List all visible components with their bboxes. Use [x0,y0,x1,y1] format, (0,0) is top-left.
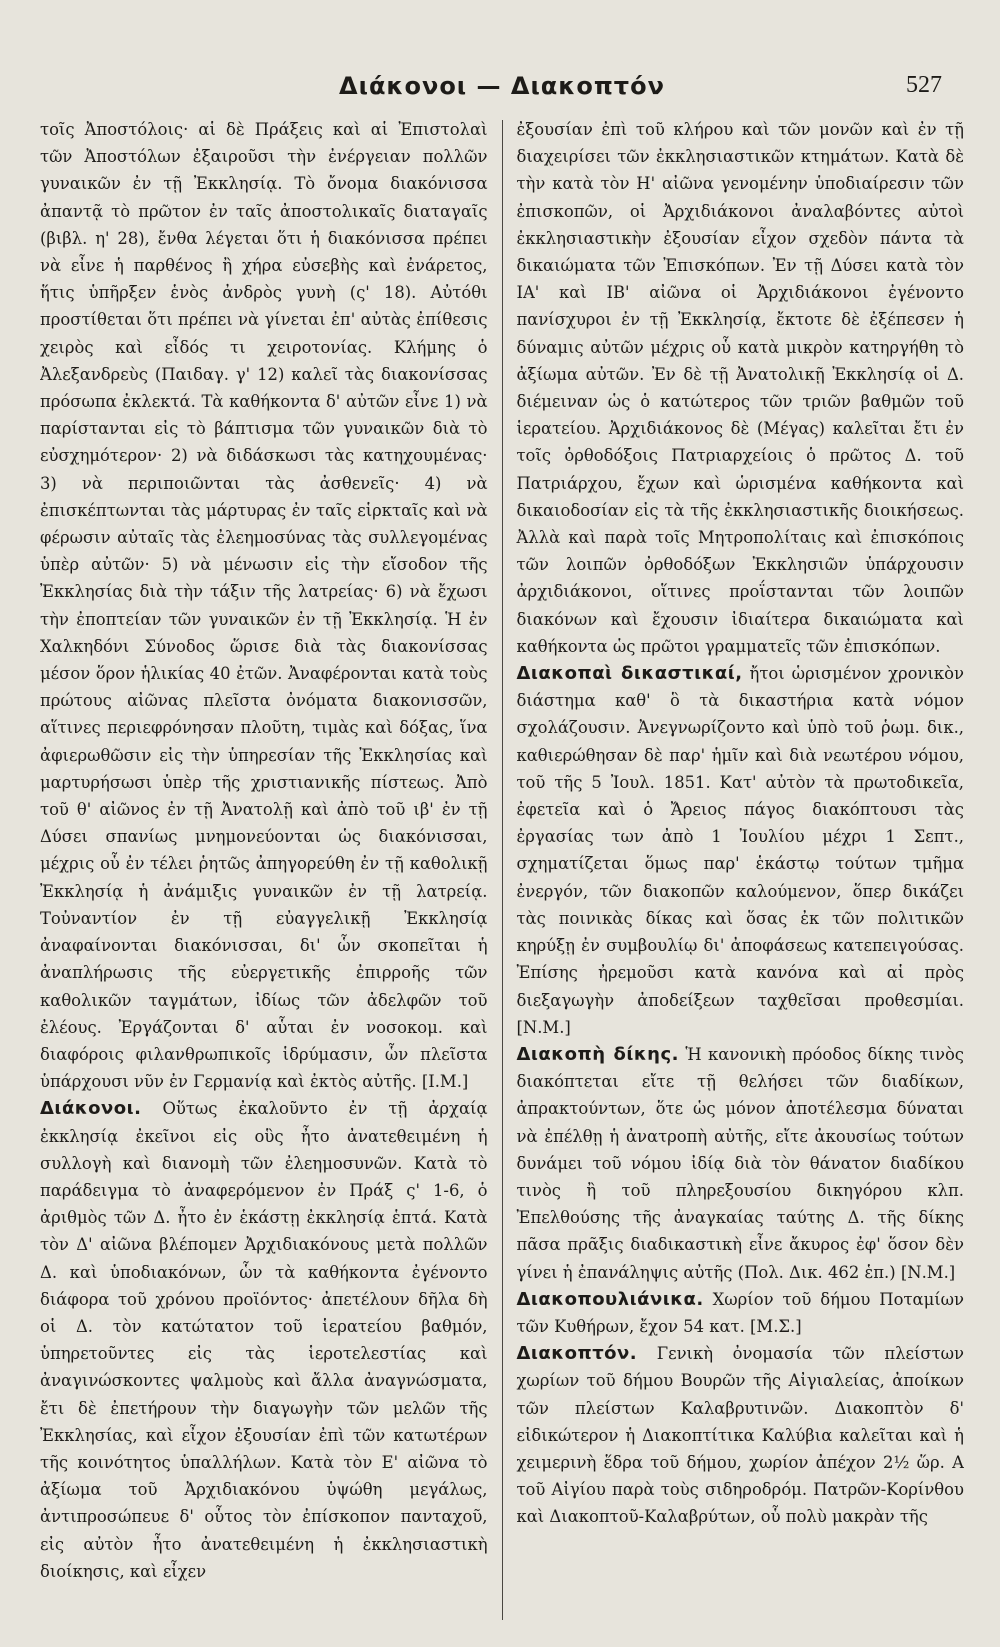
running-title: Διάκονοι — Διακοπτόν [339,72,665,100]
entry-diakopoulianika [516,1286,964,1340]
entry-diakopi-dikis [516,1041,964,1286]
entry-diakopai-dikastikai [516,660,964,1041]
lemma-heading: Διάκονοι. [40,1098,142,1120]
entry-text: Ἡ κανονικὴ πρόοδος δίκης τινὸς διακόπτεται εἴτε τῇ θελήσει τῶν διαδίκων, ἀπρακτούντων, ὅτε ὡς μόνον ἀποτέλεσμα δύναται νὰ ἐπέλθῃ ἡ ἀνατροπὴ αὐτῆς, εἴτε ἀκουσίως τούτων δυνάμει τοῦ νόμου ἰδίᾳ διὰ τὸν θάνατον διαδίκου τινὸς ἢ τοῦ πληρεξουσίου δικηγόρου κλπ. Ἐπελθούσης τῆς ἀναγκαίας ταύτης Δ. τῆς δίκης πᾶσα πρᾶξις διαδικαστικὴ εἶνε ἄκυρος ἐφ' ὅσον δὲν γίνει ἡ ἐπανάληψις αὐτῆς (Πολ. Δικ. 462 ἑπ.) [Ν.Μ.] [516,1044,964,1282]
entry-text: Χωρίον τοῦ δήμου Ποταμίων τῶν Κυθήρων, ἔχον 54 κατ. [Μ.Σ.] [516,1289,964,1336]
right-column [502,116,964,1636]
entry-text: Γενικὴ ὀνομασία τῶν πλείστων χωρίων τοῦ δήμου Βουρῶν τῆς Αἰγιαλείας, ἀποίκων τῶν πλείστων Καλαβρυτινῶν. Διακοπτὸν δ' εἰδικώτερον ἡ Διακοπτίτικα Καλύβια καλεῖται καὶ ἡ χειμερινὴ ἕδρα τοῦ δήμου, χωρίον ἀπέχον 2½ ὥρ. Α τοῦ Αἰγίου παρὰ τοὺς σιδηροδρόμ. Πατρῶν-Κορίνθου καὶ Διακοπτοῦ-Καλαβρύτων, οὗ πολὺ μακρὰν τῆς [516,1344,964,1527]
left-column [40,116,502,1636]
page-header [40,72,964,116]
entry-diakopton [516,1340,964,1530]
lemma-heading: Διακοπτόν. [516,1343,638,1365]
diakonissa-continuation-paragraph: τοῖς Ἀποστόλοις· αἱ δὲ Πράξεις καὶ αἱ Ἐπιστολαὶ τῶν Ἀποστόλων ἐξαιροῦσι τὴν ἐνέργειαν πολλῶν γυναικῶν ἐν τῇ Ἐκκλησίᾳ. Τὸ ὄνομα διακόνισσα ἀπαντᾷ τὸ πρῶτον ἐν ταῖς ἀποστολικαῖς διαταγαῖς (βιβλ. η' 28), ἔνθα λέγεται ὅτι ἡ διακόνισσα πρέπει νὰ εἶνε ἡ παρθένος ἢ χήρα εὐσεβὴς καὶ ἐνάρετος, ἥτις ὑπῆρξεν ἑνὸς ἀνδρὸς γυνὴ (ς' 18). Αὐτόθι προστίθεται ὅτι πρέπει νὰ γίνεται ἐπ' αὐτὰς ἐπίθεσις χειρὸς καὶ εἶδός τι χειροτονίας. Κλήμης ὁ Ἀλεξανδρεὺς (Παιδαγ. γ' 12) καλεῖ τὰς διακονίσσας πρόσωπα ἐκλεκτά. Τὰ καθήκοντα δ' αὐτῶν εἶνε 1) νὰ παρίστανται εἰς τὸ βάπτισμα τῶν γυναικῶν διὰ τὸ εὐσχημότερον· 2) νὰ διδάσκωσι τὰς κατηχουμένας· 3) νὰ περιποιῶνται τὰς ἀσθενεῖς· 4) νὰ ἐπισκέπτωνται τὰς μάρτυρας ἐν ταῖς εἱρκταῖς καὶ νὰ φέρωσιν αὐταῖς τὰς ἐλεημοσύνας τὰς συλλεγομένας ὑπὲρ αὐτῶν· 5) νὰ μένωσιν εἰς τὴν εἴσοδον τῆς Ἐκκλησίας διὰ τὴν τάξιν τῆς λατρείας· 6) νὰ ἔχωσι τὴν ἐποπτείαν τῶν γυναικῶν ἐν τῇ Ἐκκλησίᾳ. Ἡ ἐν Χαλκηδόνι Σύνοδος ὥρισε διὰ τὰς διακονίσσας μέσον ὅρον ἡλικίας 40 ἐτῶν. Ἀναφέρονται κατὰ τοὺς πρώτους αἰῶνας πλεῖστα ὀνόματα διακονισσῶν, αἵτινες περιεφρόνησαν πλοῦτη, τιμὰς καὶ δόξας, ἵνα ἀφιερωθῶσιν εἰς τὴν ὑπηρεσίαν τῆς Ἐκκλησίας καὶ μαρτυρήσωσι ὑπὲρ τῆς χριστιανικῆς πίστεως. Ἀπὸ τοῦ θ' αἰῶνος ἐν τῇ Ἀνατολῇ καὶ ἀπὸ τοῦ ιβ' ἐν τῇ Δύσει σπανίως μνημονεύονται ὡς διακόνισσαι, μέχρις οὗ ἐν τέλει ῥητῶς ἀπηγορεύθη ἐν τῇ καθολικῇ Ἐκκλησίᾳ ἡ ἀνάμιξις γυναικῶν ἐν τῇ λατρείᾳ. Τοὐναντίον ἐν τῇ εὐαγγελικῇ Ἐκκλησίᾳ ἀναφαίνονται διακόνισσαι, δι' ὧν σκοπεῖται ἡ ἀναπλήρωσις τῆς εὐεργετικῆς ἐπιρροῆς τῶν καθολικῶν ταγμάτων, ἰδίως τῶν ἀδελφῶν τοῦ ἐλέους. Ἐργάζονται δ' αὗται ἐν νοσοκομ. καὶ διαφόροις φιλανθρωπικοῖς ἱδρύμασιν, ὧν πλεῖστα ὑπάρχουσι νῦν ἐν Γερμανίᾳ καὶ ἐκτὸς αὐτῆς. [Ι.Μ.] [40,120,488,1092]
entry-diakonoi [40,1095,488,1585]
diakonoi-continuation-paragraph: ἐξουσίαν ἐπὶ τοῦ κλήρου καὶ τῶν μονῶν καὶ ἐν τῇ διαχειρίσει τῶν ἐκκλησιαστικῶν κτημάτων. Κατὰ δὲ τὴν κατὰ τὸν Η' αἰῶνα γενομένην ὑποδιαίρεσιν τῶν ἐπισκοπῶν, οἱ Ἀρχιδιάκονοι ἀναλαβόντες αὐτοὶ ἐκκλησιαστικὴν ἐξουσίαν εἶχον σχεδὸν πάντα τὰ δικαιώματα τῶν Ἐπισκόπων. Ἐν τῇ Δύσει κατὰ τὸν ΙΑ' καὶ ΙΒ' αἰῶνα οἱ Ἀρχιδιάκονοι ἐγένοντο πανίσχυροι ἐν τῇ Ἐκκλησίᾳ, ἔκτοτε δὲ ἐξέπεσεν ἡ δύναμις αὐτῶν μέχρις οὗ κατὰ μικρὸν κατηργήθη τὸ ἀξίωμα αὐτῶν. Ἐν δὲ τῇ Ἀνατολικῇ Ἐκκλησίᾳ οἱ Δ. διέμειναν ὡς ὁ κατώτερος τῶν τριῶν βαθμῶν τοῦ ἱερατείου. Ἀρχιδιάκονος δὲ (Μέγας) καλεῖται ἔτι ἐν τοῖς ὀρθοδόξοις Πατριαρχείοις ὁ πρῶτος Δ. τοῦ Πατριάρχου, ἔχων καὶ ὡρισμένα καθήκοντα καὶ δικαιοδοσίαν εἰς τὰ τῆς ἐκκλησιαστικῆς διοικήσεως. Ἀλλὰ καὶ παρὰ τοῖς Μητροπολίταις καὶ ἐπισκόποις τῶν λοιπῶν ὀρθοδόξων Ἐκκλησιῶν ὑπάρχουσιν ἀρχιδιάκονοι, οἵτινες προΐστανται τῶν λοιπῶν διακόνων καὶ ἔχουσιν ἰδιαίτερα δικαιώματα καὶ καθήκοντα ὡς πρῶτοι γραμματεῖς τῶν ἐπισκόπων. [516,120,964,656]
lemma-heading: Διακοπαὶ δικαστικαί, [516,663,743,685]
entry-text: ἤτοι ὡρισμένον χρονικὸν διάστημα καθ' ὃ τὰ δικαστήρια κατὰ νόμον σχολάζουσιν. Ἀνεγνωρίζοντο καὶ ὑπὸ τοῦ ῥωμ. δικ., καθιερώθησαν δὲ παρ' ἡμῖν καὶ διὰ νεωτέρου νόμου, τοῦ τῆς 5 Ἰουλ. 1851. Κατ' αὐτὸν τὰ πρωτοδικεῖα, ἐφετεῖα καὶ ὁ Ἄρειος πάγος διακόπτουσι τὰς ἐργασίας των ἀπὸ 1 Ἰουλίου μέχρι 1 Σεπτ., σχηματίζεται ὅμως παρ' ἑκάστῳ τούτων τμῆμα ἐνεργόν, τῶν διακοπῶν καλούμενον, ὅπερ δικάζει τὰς ποινικὰς δίκας καὶ ὅσας ἐκ τῶν πολιτικῶν κηρύξῃ ἐν συμβουλίῳ δι' ἀποφάσεως κατεπειγούσας. Ἐπίσης ἠρεμοῦσι κατὰ κανόνα καὶ αἱ πρὸς διεξαγωγὴν ἀποδείξεων ταχθεῖσαι προθεσμίαι. [Ν.Μ.] [516,664,964,1037]
lemma-heading: Διακοπουλιάνικα. [516,1288,704,1310]
text-columns [40,116,964,1636]
lemma-heading: Διακοπὴ δίκης. [516,1043,679,1065]
entry-text: Οὕτως ἐκαλοῦντο ἐν τῇ ἀρχαίᾳ ἐκκλησίᾳ ἐκεῖνοι εἰς οὓς ἦτο ἀνατεθειμένη ἡ συλλογὴ καὶ διανομὴ τῶν ἐλεημοσυνῶν. Κατὰ τὸ παράδειγμα τὸ ἀναφερόμενον ἐν Πράξ ς' 1-6, ὁ ἀριθμὸς τῶν Δ. ἦτο ἐν ἑκάστῃ ἐκκλησίᾳ ἑπτά. Κατὰ τὸν Δ' αἰῶνα βλέπομεν Ἀρχιδιακόνους μετὰ πολλῶν Δ. καὶ ὑποδιακόνων, ὧν τὰ καθήκοντα ἐγένοντο διάφορα τοῦ χρόνου προϊόντος· ἀπετέλουν δῆλα δὴ οἱ Δ. τὸν κατώτατον τοῦ ἱερατείου βαθμόν, ὑπηρετοῦντες εἰς τὰς ἱεροτελεστίας καὶ ἀναγινώσκοντες ψαλμοὺς καὶ ἄλλα ἀναγνώσματα, ἔτι δὲ ἐπετήρουν τὴν διαγωγὴν τῶν μελῶν τῆς Ἐκκλησίας, καὶ εἶχον ἐξουσίαν ἐπὶ τῶν κατωτέρων τῆς κοινότητος ὑπαλλήλων. Κατὰ τὸν Ε' αἰῶνα τὸ ἀξίωμα τοῦ Ἀρχιδιακόνου ὑψώθη μεγάλως, ἀντιπροσώπευε δ' οὗτος τὸν ἐπίσκοπον πανταχοῦ, εἰς αὐτὸν ἦτο ἀνατεθειμένη ἡ ἐκκλησιαστικὴ διοίκησις, καὶ εἶχεν [40,1099,488,1581]
page-number: 527 [906,72,942,98]
